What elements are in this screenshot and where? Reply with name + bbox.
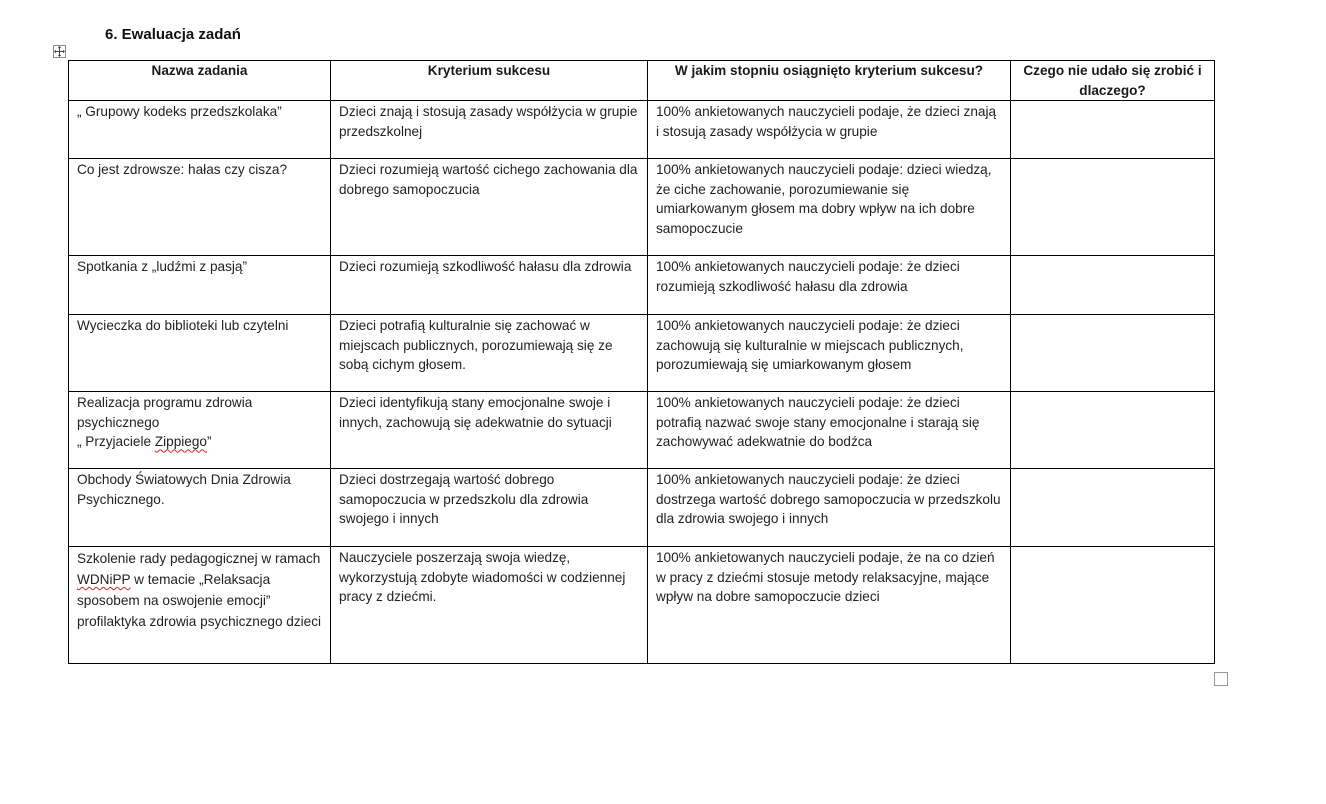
cell-not-done[interactable] <box>1011 256 1215 315</box>
cell-achievement[interactable]: 100% ankietowanych nauczycieli podaje: że dzieci zachowują się kulturalnie w miejscach publicznych, porozumiewają się umiarkowanym głosem <box>648 315 1011 392</box>
task-name-line1: Realizacja programu zdrowia psychicznego <box>77 395 253 430</box>
cell-not-done[interactable] <box>1011 547 1215 664</box>
table-header-row <box>69 61 1215 101</box>
cell-achievement[interactable]: 100% ankietowanych nauczycieli podaje, że na co dzień w pracy z dziećmi stosuje metody relaksacyjne, mające wpływ na dobre samopoczucie dzieci <box>648 547 1011 664</box>
cell-task-name[interactable] <box>69 392 331 469</box>
cell-criterion[interactable]: Dzieci potrafią kulturalnie się zachować w miejscach publicznych, porozumiewają się ze sobą cichym głosem. <box>331 315 648 392</box>
cell-criterion[interactable]: Dzieci dostrzegają wartość dobrego samopoczucia w przedszkolu dla zdrowia swojego i innych <box>331 469 648 547</box>
cell-achievement[interactable]: 100% ankietowanych nauczycieli podaje: że dzieci potrafią nazwać swoje stany emocjonalne i starają się zachowywać adekwatnie do bodźca <box>648 392 1011 469</box>
cell-achievement[interactable]: 100% ankietowanych nauczycieli podaje: że dzieci rozumieją szkodliwość hałasu dla zdrowia <box>648 256 1011 315</box>
cell-task-name[interactable]: Wycieczka do biblioteki lub czytelni <box>69 315 331 392</box>
task-name-line2-post: ” <box>206 434 212 450</box>
spellcheck-flagged-word: WDNiPP <box>77 572 131 588</box>
cell-criterion[interactable]: Dzieci znają i stosują zasady współżycia w grupie przedszkolnej <box>331 101 648 159</box>
cell-task-name[interactable]: „ Grupowy kodeks przedszkolaka” <box>69 101 331 159</box>
table-row <box>69 469 1215 547</box>
cell-achievement[interactable]: 100% ankietowanych nauczycieli podaje: że dzieci dostrzega wartość dobrego samopoczucia w przedszkolu dla zdrowia swojego i innych <box>648 469 1011 547</box>
header-achievement: W jakim stopniu osiągnięto kryterium sukcesu? <box>648 61 1011 101</box>
task-name-pre: Szkolenie rady pedagogicznej w ramach <box>77 551 321 567</box>
section-title: 6. Ewaluacja zadań <box>105 26 241 43</box>
cell-not-done[interactable] <box>1011 315 1215 392</box>
table-row <box>69 101 1215 159</box>
cell-not-done[interactable] <box>1011 101 1215 159</box>
task-name-line2-pre: „ Przyjaciele <box>77 434 155 450</box>
table-row <box>69 256 1215 315</box>
cell-task-name[interactable] <box>69 547 331 664</box>
header-success-criterion: Kryterium sukcesu <box>331 61 648 101</box>
task-name-post: w temacie „Relaksacja sposobem na oswojenie emocji” profilaktyka zdrowia psychicznego dzieci <box>77 572 322 630</box>
header-task-name: Nazwa zadania <box>69 61 331 101</box>
cell-task-name[interactable]: Co jest zdrowsze: hałas czy cisza? <box>69 159 331 256</box>
table-row <box>69 392 1215 469</box>
cell-criterion[interactable]: Dzieci rozumieją szkodliwość hałasu dla zdrowia <box>331 256 648 315</box>
cell-not-done[interactable] <box>1011 469 1215 547</box>
cell-not-done[interactable] <box>1011 159 1215 256</box>
cell-task-name[interactable]: Spotkania z „ludźmi z pasją” <box>69 256 331 315</box>
cell-achievement[interactable]: 100% ankietowanych nauczycieli podaje: dzieci wiedzą, że ciche zachowanie, porozumiewanie się umiarkowanym głosem ma dobry wpływ na ich dobre samopoczucie <box>648 159 1011 256</box>
cell-achievement[interactable]: 100% ankietowanych nauczycieli podaje, że dzieci znają i stosują zasady współżycia w grupie <box>648 101 1011 159</box>
table-row <box>69 547 1215 664</box>
header-not-done: Czego nie udało się zrobić i dlaczego? <box>1011 61 1215 101</box>
table-row <box>69 159 1215 256</box>
spellcheck-flagged-word: Zippiego <box>154 434 207 450</box>
table-move-handle-icon[interactable] <box>53 45 66 58</box>
table-row <box>69 315 1215 392</box>
cell-not-done[interactable] <box>1011 392 1215 469</box>
cell-criterion[interactable]: Dzieci rozumieją wartość cichego zachowania dla dobrego samopoczucia <box>331 159 648 256</box>
cell-task-name[interactable]: Obchody Światowych Dnia Zdrowia Psychicznego. <box>69 469 331 547</box>
table-resize-handle-icon[interactable] <box>1214 672 1228 686</box>
cell-criterion[interactable]: Dzieci identyfikują stany emocjonalne swoje i innych, zachowują się adekwatnie do sytuacji <box>331 392 648 469</box>
evaluation-table <box>68 60 1215 664</box>
cell-criterion[interactable]: Nauczyciele poszerzają swoja wiedzę, wykorzystują zdobyte wiadomości w codziennej pracy z dziećmi. <box>331 547 648 664</box>
